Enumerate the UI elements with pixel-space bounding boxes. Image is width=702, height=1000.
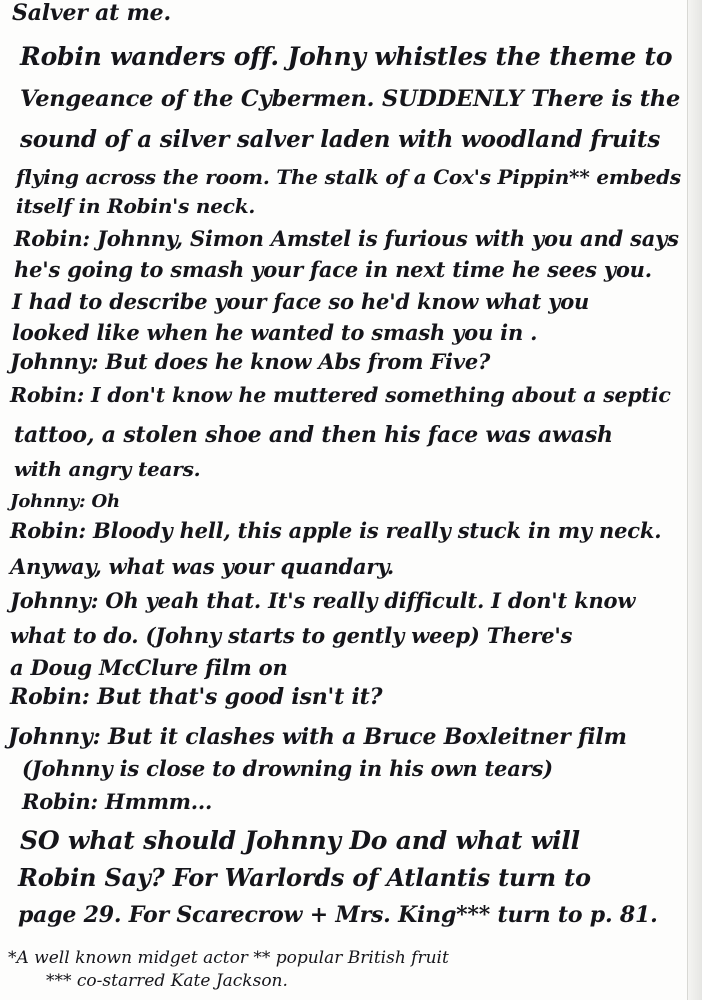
text-line: Robin wanders off. Johny whistles the theme to xyxy=(20,42,673,71)
text-line: SO what should Johnny Do and what will xyxy=(20,826,580,855)
text-line: Salver at me. xyxy=(12,0,171,26)
text-line: flying across the room. The stalk of a Cox's Pippin** embeds xyxy=(16,165,681,189)
text-line: what to do. (Johny starts to gently weep) There's xyxy=(10,623,573,648)
text-line: looked like when he wanted to smash you in . xyxy=(12,320,538,345)
text-line: with angry tears. xyxy=(14,457,201,481)
text-line: (Johnny is close to drowning in his own tears) xyxy=(22,756,553,781)
text-line: Robin Say? For Warlords of Atlantis turn to xyxy=(18,863,591,892)
text-line: Robin: Bloody hell, this apple is really stuck in my neck. xyxy=(10,518,662,543)
text-line: Johnny: Oh xyxy=(10,491,120,512)
text-line: Vengeance of the Cybermen. SUDDENLY There is the xyxy=(20,86,681,112)
page-edge xyxy=(687,0,702,1000)
text-line: Johnny: But it clashes with a Bruce Boxleitner film xyxy=(8,724,627,750)
footnote-line: *** co-starred Kate Jackson. xyxy=(46,971,288,991)
text-line: Robin: But that's good isn't it? xyxy=(10,684,383,710)
text-line: I had to describe your face so he'd know what you xyxy=(12,289,590,314)
text-line: Robin: Johnny, Simon Amstel is furious with you and says xyxy=(14,226,679,251)
text-line: Robin: I don't know he muttered something about a septic xyxy=(10,383,671,407)
text-line: itself in Robin's neck. xyxy=(16,194,256,218)
text-line: page 29. For Scarecrow + Mrs. King*** turn to p. 81. xyxy=(18,902,658,928)
text-line: tattoo, a stolen shoe and then his face was awash xyxy=(14,422,613,448)
text-line: Johnny: But does he know Abs from Five? xyxy=(10,349,491,374)
text-line: sound of a silver salver laden with woodland fruits xyxy=(20,126,661,153)
text-line: Robin: Hmmm... xyxy=(22,789,213,814)
text-line: Anyway, what was your quandary. xyxy=(10,554,394,579)
text-line: Johnny: Oh yeah that. It's really difficult. I don't know xyxy=(10,588,636,613)
text-line: he's going to smash your face in next time he sees you. xyxy=(14,257,652,282)
text-line: a Doug McClure film on xyxy=(10,655,288,680)
footnote-line: *A well known midget actor ** popular British fruit xyxy=(8,948,449,968)
